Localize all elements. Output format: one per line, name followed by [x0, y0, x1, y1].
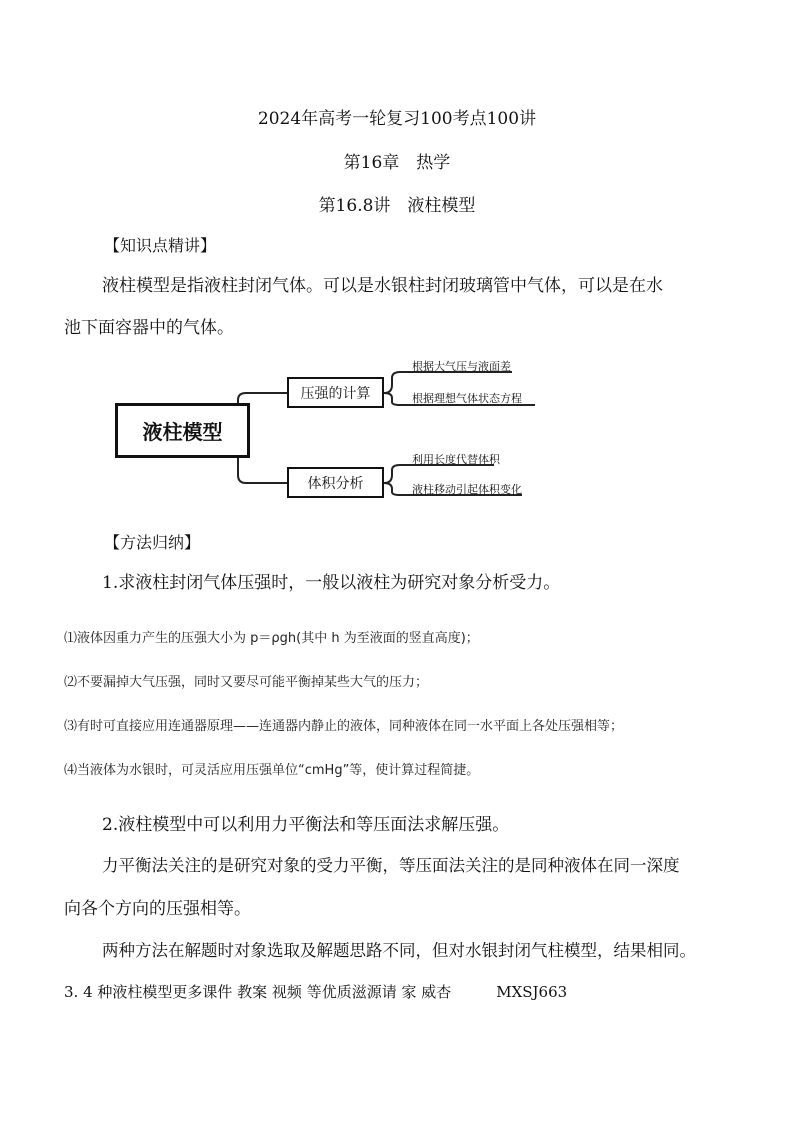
method-sub-1: ⑴液体因重力产生的压强大小为 p＝ρgh(其中 h 为至液面的竖直高度)；	[64, 631, 479, 646]
method-sub-4: ⑷当液体为水银时，可灵活应用压强单位“cmHg”等，使计算过程简捷。	[64, 763, 480, 778]
method-point-1: 1.求液柱封闭气体压强时，一般以液柱为研究对象分析受力。	[102, 573, 561, 593]
document-title: 2024年高考一轮复习100考点100讲	[257, 109, 537, 129]
mindmap-leaf: 利用长度代替体积	[412, 453, 500, 466]
method-point-2: 2.液柱模型中可以利用力平衡法和等压面法求解压强。	[102, 815, 510, 835]
method-sub-3: ⑶有时可直接应用连通器原理——连通器内静止的液体，同种液体在同一水平面上各处压强相等；	[64, 719, 624, 734]
mindmap-branch-volume: 体积分析	[287, 467, 384, 498]
chapter-title: 第16章 热学	[343, 153, 451, 173]
method-p3-line1: 两种方法在解题时对象选取及解题思路不同，但对水银封闭气柱模型，结果相同。	[102, 941, 696, 960]
method-p2-line2: 向各个方向的压强相等。	[64, 899, 251, 919]
mindmap-leaf: 根据理想气体状态方程	[412, 392, 522, 405]
mindmap-leaf: 液柱移动引起体积变化	[412, 483, 522, 496]
method-point-3: 3. 4 种液柱模型更多课件 教案 视频 等优质滋源请 家 威杏 MXSJ663	[64, 983, 568, 1001]
knowledge-para-line2: 池下面容器中的气体。	[64, 318, 234, 338]
lecture-title: 第16.8讲 液柱模型	[318, 196, 476, 216]
knowledge-heading: 【知识点精讲】	[104, 236, 217, 255]
method-heading: 【方法归纳】	[104, 533, 201, 552]
method-p2-line1: 力平衡法关注的是研究对象的受力平衡，等压面法关注的是同种液体在同一深度	[102, 856, 680, 875]
knowledge-para-line1: 液柱模型是指液柱封闭气体。可以是水银柱封闭玻璃管中气体，可以是在水	[102, 276, 663, 296]
mindmap-leaf: 根据大气压与液面差	[412, 360, 511, 373]
mindmap-root: 液柱模型	[115, 403, 250, 458]
method-sub-2: ⑵不要漏掉大气压强，同时又要尽可能平衡掉某些大气的压力；	[64, 675, 429, 690]
mindmap-branch-pressure: 压强的计算	[287, 377, 384, 408]
